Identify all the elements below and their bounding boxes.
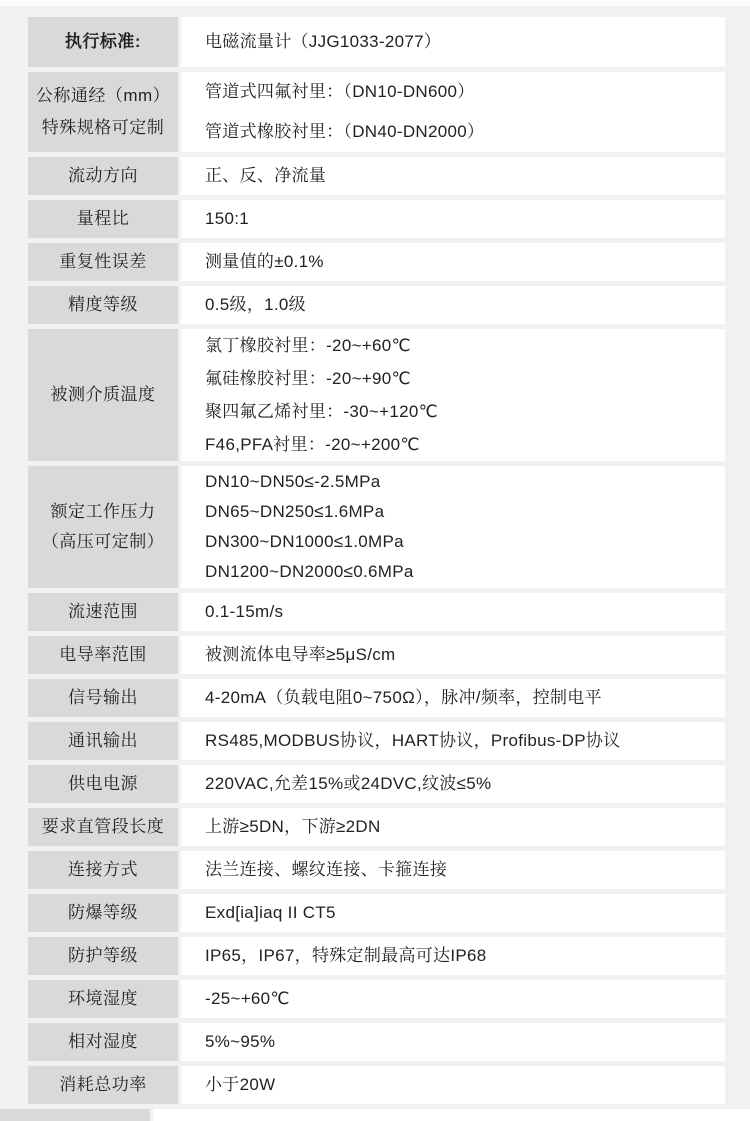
row-value bbox=[181, 286, 725, 324]
row-value-line: 上游≥5DN，下游≥2DN bbox=[205, 817, 381, 836]
row-label bbox=[28, 851, 178, 889]
row-value-line: 小于20W bbox=[205, 1075, 276, 1094]
row-label bbox=[28, 894, 178, 932]
table-row bbox=[28, 72, 725, 152]
row-value-line: DN1200~DN2000≤0.6MPa bbox=[205, 562, 414, 581]
row-label bbox=[28, 1023, 178, 1061]
row-label-line: 相对湿度 bbox=[68, 1032, 138, 1051]
row-value bbox=[181, 1066, 725, 1104]
row-label bbox=[28, 72, 178, 152]
row-label-line: 连接方式 bbox=[68, 860, 138, 879]
table-row bbox=[28, 679, 725, 717]
row-value bbox=[181, 636, 725, 674]
row-value bbox=[181, 329, 725, 461]
row-value bbox=[181, 894, 725, 932]
row-label bbox=[28, 636, 178, 674]
table-row bbox=[28, 157, 725, 195]
row-label-line: 额定工作压力 bbox=[50, 502, 156, 521]
row-value-line: 0.5级，1.0级 bbox=[205, 295, 306, 314]
row-label bbox=[28, 722, 178, 760]
row-value bbox=[181, 1023, 725, 1061]
row-value bbox=[181, 851, 725, 889]
row-value bbox=[181, 593, 725, 631]
row-value-line: 管道式四氟衬里：（DN10-DN600） bbox=[205, 82, 475, 101]
row-value-line: 220VAC,允差15%或24DVC,纹波≤5% bbox=[205, 774, 492, 793]
table-row bbox=[28, 243, 725, 281]
row-value-line: F46,PFA衬里：-20~+200℃ bbox=[205, 435, 420, 454]
row-value-line: 测量值的±0.1% bbox=[205, 252, 324, 271]
row-value-line: 被测流体电导率≥5μS/cm bbox=[205, 645, 396, 664]
row-value-line: DN10~DN50≤-2.5MPa bbox=[205, 472, 381, 491]
row-value-line: RS485,MODBUS协议，HART协议，Profibus-DP协议 bbox=[205, 731, 621, 750]
row-value bbox=[181, 466, 725, 588]
row-label-line: 防护等级 bbox=[68, 946, 138, 965]
row-label-line: 重复性误差 bbox=[59, 252, 147, 271]
table-row bbox=[28, 636, 725, 674]
row-value bbox=[181, 72, 725, 152]
row-label-line: 防爆等级 bbox=[68, 903, 138, 922]
table-row bbox=[28, 17, 725, 67]
row-value bbox=[181, 808, 725, 846]
row-value bbox=[181, 980, 725, 1018]
row-label-line: 公称通经（mm） bbox=[35, 86, 171, 105]
bottom-partial-row bbox=[0, 1109, 750, 1121]
row-value bbox=[181, 17, 725, 67]
row-value-line: 150:1 bbox=[205, 209, 250, 228]
table-row bbox=[28, 200, 725, 238]
table-row bbox=[28, 466, 725, 588]
row-label-line: 流动方向 bbox=[68, 166, 138, 185]
row-value-line: IP65，IP67，特殊定制最高可达IP68 bbox=[205, 946, 487, 965]
row-label-line: 量程比 bbox=[76, 209, 130, 228]
table-row bbox=[28, 937, 725, 975]
row-label-line: 被测介质温度 bbox=[50, 385, 156, 404]
bottom-partial-value-cell bbox=[153, 1109, 750, 1121]
row-value bbox=[181, 722, 725, 760]
row-value bbox=[181, 157, 725, 195]
row-value-line: 氯丁橡胶衬里：-20~+60℃ bbox=[205, 336, 411, 355]
row-label bbox=[28, 243, 178, 281]
row-label bbox=[28, 765, 178, 803]
table-row bbox=[28, 808, 725, 846]
row-label-line: 精度等级 bbox=[68, 295, 138, 314]
row-label-line: 供电电源 bbox=[68, 774, 138, 793]
table-row bbox=[28, 593, 725, 631]
row-value-line: DN300~DN1000≤1.0MPa bbox=[205, 532, 404, 551]
table-row bbox=[28, 286, 725, 324]
row-value bbox=[181, 243, 725, 281]
row-value-line: -25~+60℃ bbox=[205, 989, 290, 1008]
row-label bbox=[28, 808, 178, 846]
row-label-line: 执行标准: bbox=[64, 32, 142, 51]
row-value bbox=[181, 200, 725, 238]
row-label bbox=[28, 329, 178, 461]
row-label bbox=[28, 157, 178, 195]
row-value-line: 管道式橡胶衬里：（DN40-DN2000） bbox=[205, 122, 485, 141]
row-label-line: （高压可定制） bbox=[41, 532, 165, 551]
row-label-line: 通讯输出 bbox=[68, 731, 138, 750]
row-label-line: 信号输出 bbox=[68, 688, 138, 707]
row-value-line: 4-20mA（负载电阻0~750Ω），脉冲/频率，控制电平 bbox=[205, 688, 602, 707]
row-label bbox=[28, 17, 178, 67]
table-row bbox=[28, 1023, 725, 1061]
table-row bbox=[28, 765, 725, 803]
row-label bbox=[28, 200, 178, 238]
table-row bbox=[28, 1066, 725, 1104]
table-row bbox=[28, 894, 725, 932]
row-label bbox=[28, 980, 178, 1018]
row-value-line: 聚四氟乙烯衬里：-30~+120℃ bbox=[205, 402, 438, 421]
row-label bbox=[28, 466, 178, 588]
table-row bbox=[28, 851, 725, 889]
row-label-line: 流速范围 bbox=[68, 602, 138, 621]
specification-table bbox=[28, 17, 725, 1104]
row-value-line: 5%~95% bbox=[205, 1032, 276, 1051]
row-label-line: 消耗总功率 bbox=[59, 1075, 147, 1094]
bottom-partial-label-cell bbox=[0, 1109, 150, 1121]
row-value-line: 0.1-15m/s bbox=[205, 602, 284, 621]
row-value-line: 氟硅橡胶衬里：-20~+90℃ bbox=[205, 369, 411, 388]
table-row bbox=[28, 329, 725, 461]
row-label-line: 环境湿度 bbox=[68, 989, 138, 1008]
row-label-line: 电导率范围 bbox=[59, 645, 147, 664]
row-label bbox=[28, 679, 178, 717]
row-value-line: DN65~DN250≤1.6MPa bbox=[205, 502, 385, 521]
row-value-line: 正、反、净流量 bbox=[205, 166, 327, 185]
row-label-line: 特殊规格可定制 bbox=[41, 118, 165, 137]
table-row bbox=[28, 980, 725, 1018]
row-value bbox=[181, 679, 725, 717]
row-value-line: 电磁流量计（JJG1033-2077） bbox=[205, 32, 442, 51]
row-label-line: 要求直管段长度 bbox=[41, 817, 165, 836]
row-value-line: Exd[ia]iaq II CT5 bbox=[205, 903, 336, 922]
row-label bbox=[28, 593, 178, 631]
row-value bbox=[181, 765, 725, 803]
row-label bbox=[28, 286, 178, 324]
row-value-line: 法兰连接、螺纹连接、卡箍连接 bbox=[205, 860, 448, 879]
row-value bbox=[181, 937, 725, 975]
row-label bbox=[28, 937, 178, 975]
row-label bbox=[28, 1066, 178, 1104]
top-partial-row bbox=[0, 0, 750, 6]
table-row bbox=[28, 722, 725, 760]
